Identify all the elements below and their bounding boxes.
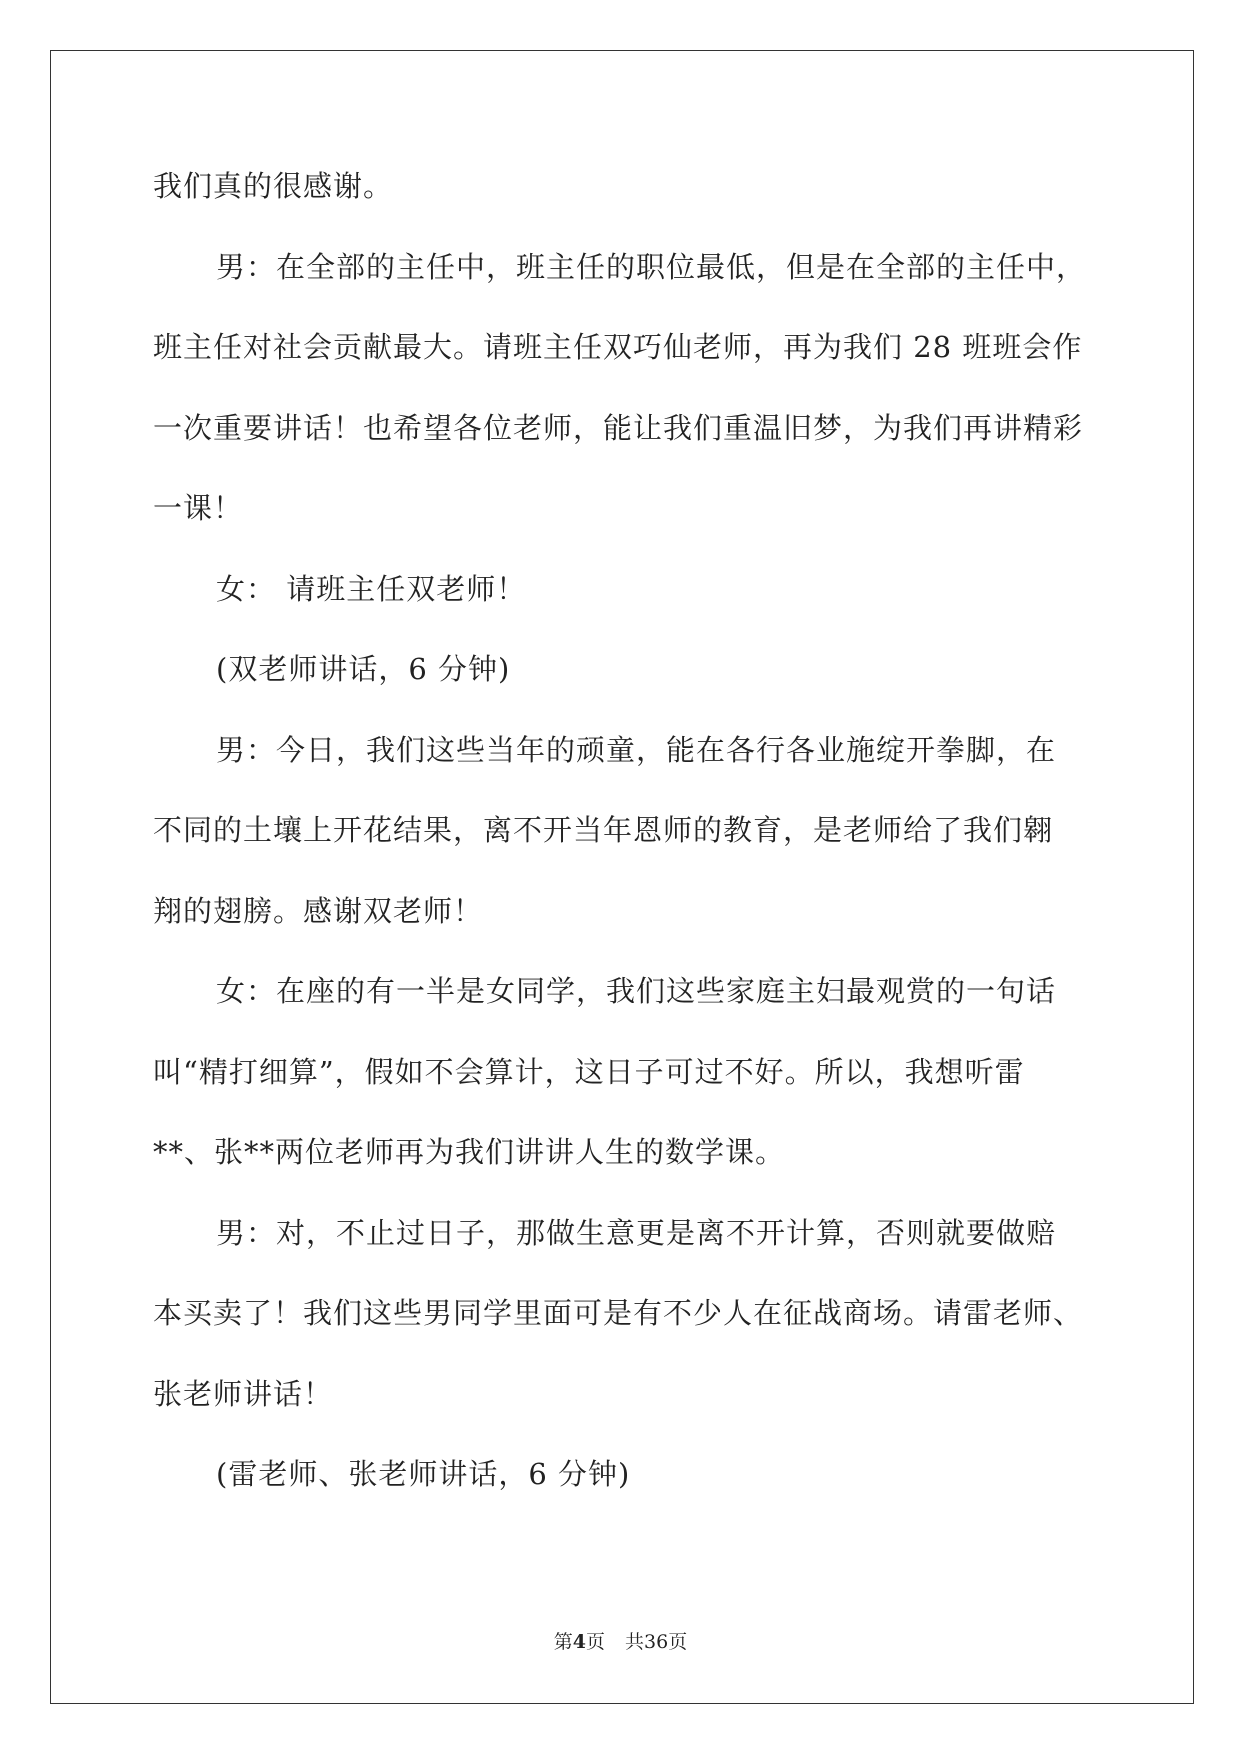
footer-total-suffix: 页 (668, 1631, 688, 1653)
footer-total-prefix: 共 (625, 1631, 645, 1653)
paragraph-line: 男：对，不止过日子，那做生意更是离不开计算，否则就要做赔 (216, 1215, 1057, 1250)
paragraph-line: 我们真的很感谢。 (153, 169, 394, 203)
paragraph-line: 翔的翅膀。感谢双老师！ (153, 893, 484, 928)
paragraph-line: 男：在全部的主任中，班主任的职位最低，但是在全部的主任中， (216, 249, 1087, 284)
total-page-count: 36 (644, 1631, 669, 1653)
paragraph-line: (双老师讲话，6 分钟) (216, 652, 511, 686)
paragraph-line: **、张**两位老师再为我们讲讲人生的数学课。 (153, 1135, 786, 1169)
page-footer (0, 1631, 1241, 1653)
current-page-number: 4 (572, 1631, 586, 1653)
paragraph-line: 班主任对社会贡献最大。请班主任双巧仙老师，再为我们 28 班班会作 (153, 330, 1083, 364)
paragraph-line: 不同的土壤上开花结果，离不开当年恩师的教育，是老师给了我们翱 (153, 813, 1054, 847)
paragraph-line: 叫“精打细算”，假如不会算计，这日子可过不好。所以，我想听雷 (153, 1054, 1025, 1089)
paragraph-line: 女： 请班主任双老师！ (216, 571, 527, 606)
paragraph-line: 女：在座的有一半是女同学，我们这些家庭主妇最观赏的一句话 (216, 974, 1057, 1008)
paragraph-line: 张老师讲话！ (153, 1376, 334, 1411)
paragraph-line: 本买卖了！我们这些男同学里面可是有不少人在征战商场。请雷老师、 (153, 1296, 1084, 1330)
footer-page-suffix: 页 (586, 1631, 606, 1653)
document-body (153, 168, 1093, 1537)
paragraph-line: 一次重要讲话！也希望各位老师，能让我们重温旧梦，为我们再讲精彩 (153, 410, 1084, 445)
footer-prefix: 第 (553, 1631, 573, 1653)
paragraph-line: 一课！ (153, 491, 244, 525)
paragraph-line: (雷老师、张老师讲话，6 分钟) (216, 1457, 631, 1491)
paragraph-line: 男：今日，我们这些当年的顽童，能在各行各业施绽开拳脚，在 (216, 732, 1057, 767)
